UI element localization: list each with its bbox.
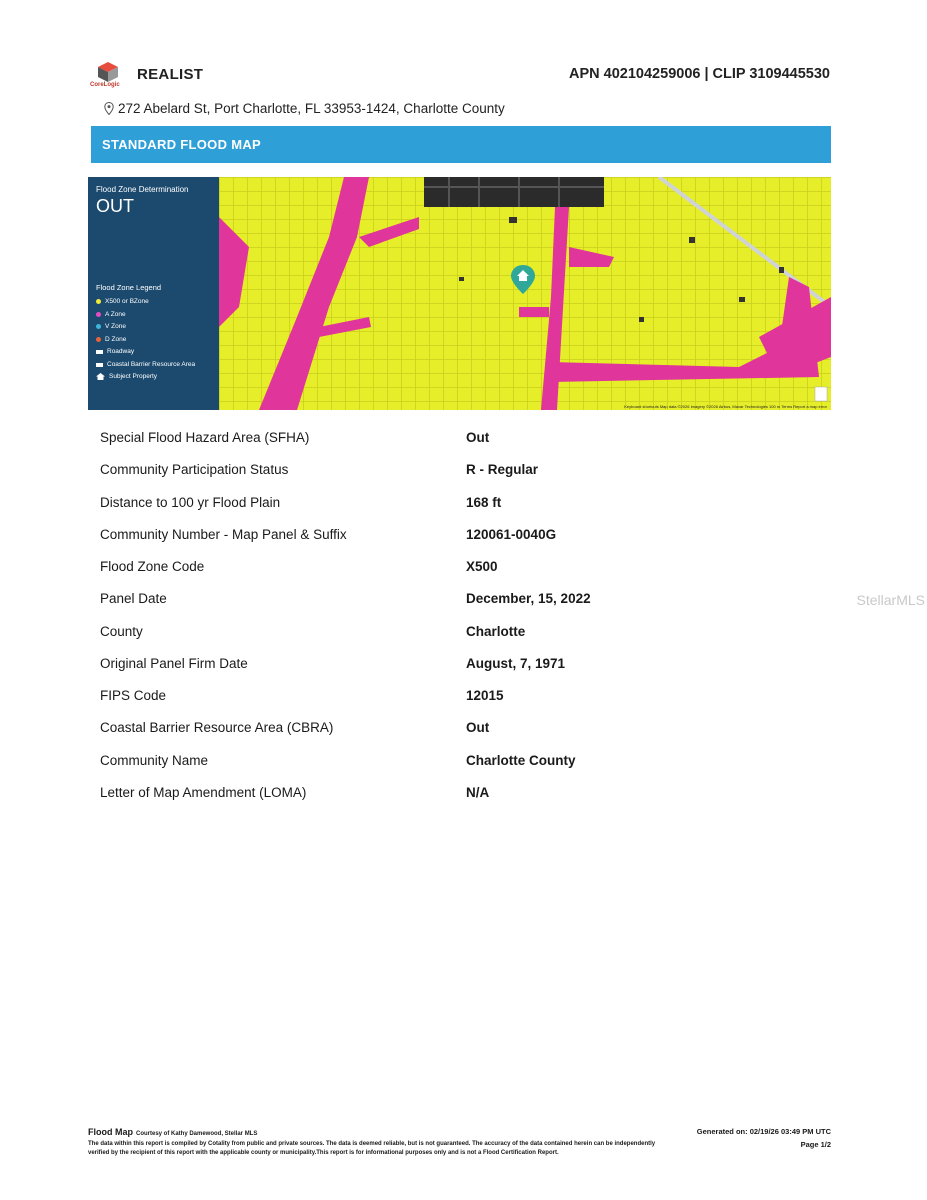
page-number: Page 1/2 xyxy=(800,1140,831,1149)
detail-row xyxy=(100,462,820,482)
orange-dot-icon xyxy=(96,337,101,342)
section-title: STANDARD FLOOD MAP xyxy=(102,137,261,152)
detail-value: Out xyxy=(466,720,490,736)
detail-label: County xyxy=(100,623,143,639)
pink-dot-icon xyxy=(96,312,101,317)
detail-value: R - Regular xyxy=(466,462,539,478)
map-attribution: Keyboard shortcuts Map data ©2026 Imagery ©2026 Airbus, Maxar Technologies 100 m Terms Report a map error xyxy=(624,404,827,409)
detail-value: Charlotte County xyxy=(466,752,576,768)
legend-label: V Zone xyxy=(105,323,126,330)
detail-row xyxy=(100,688,820,708)
detail-label: Special Flood Hazard Area (SFHA) xyxy=(100,430,310,445)
detail-value: N/A xyxy=(466,784,490,800)
roadway-swatch-icon xyxy=(96,350,103,354)
legend-item-subject xyxy=(96,373,157,380)
footer-title-text: Flood Map xyxy=(88,1127,133,1137)
brand-name: REALIST xyxy=(137,66,204,83)
footer-disclaimer: The data within this report is compiled by Cotality from public and private sources. The data is deemed reliable, but is not guaranteed. The accuracy of the data contained herein can be independently verified by the recipient of this report with the applicable county or municipality.This report is for informational purposes only and is not a Flood Certification Report. xyxy=(88,1141,656,1156)
apn-clip: APN 402104259006 | CLIP 3109445530 xyxy=(569,66,830,82)
detail-row xyxy=(100,559,820,579)
detail-value: December, 15, 2022 xyxy=(466,591,591,607)
footer-title xyxy=(88,1127,257,1137)
footer-courtesy: Courtesy of Kathy Damewood, Stellar MLS xyxy=(136,1131,258,1137)
detail-label: Letter of Map Amendment (LOMA) xyxy=(100,784,307,800)
detail-label: Original Panel Firm Date xyxy=(100,655,248,671)
detail-value: August, 7, 1971 xyxy=(466,655,566,671)
yellow-dot-icon xyxy=(96,299,101,304)
address-text: 272 Abelard St, Port Charlotte, FL 33953-1424, Charlotte County xyxy=(118,101,505,116)
section-header-bar xyxy=(91,126,831,163)
detail-row xyxy=(100,785,820,805)
legend-label: Coastal Barrier Resource Area xyxy=(107,361,196,368)
legend-title: Flood Zone Legend xyxy=(96,283,162,292)
legend-label: A Zone xyxy=(105,311,126,318)
flood-legend-panel xyxy=(88,177,219,410)
detail-value: Charlotte xyxy=(466,623,526,639)
detail-label: Community Participation Status xyxy=(100,462,289,478)
legend-label: Subject Property xyxy=(109,373,158,380)
detail-label: FIPS Code xyxy=(100,688,167,703)
detail-row xyxy=(100,656,820,676)
blue-dot-icon xyxy=(96,324,101,329)
legend-label: Roadway xyxy=(107,348,135,355)
determination-label: Flood Zone Determination xyxy=(96,185,189,194)
detail-row xyxy=(100,720,820,740)
legend-item-roadway xyxy=(96,348,134,355)
detail-label: Panel Date xyxy=(100,591,167,607)
detail-value: X500 xyxy=(466,559,498,574)
logo-text: CoreLogic xyxy=(90,82,120,88)
detail-row xyxy=(100,753,820,773)
detail-value: 12015 xyxy=(466,688,504,703)
legend-label: X500 or BZone xyxy=(105,298,149,305)
property-address xyxy=(104,101,505,116)
generated-on: Generated on: 02/19/26 03:49 PM UTC xyxy=(696,1127,831,1136)
determination-value: OUT xyxy=(96,196,134,216)
detail-row xyxy=(100,527,820,547)
location-pin-icon xyxy=(104,102,114,115)
flood-map xyxy=(88,177,831,410)
detail-label: Flood Zone Code xyxy=(100,559,205,574)
detail-value: 120061-0040G xyxy=(466,526,557,542)
detail-row xyxy=(100,430,820,450)
legend-item-v-zone xyxy=(96,323,126,330)
detail-row xyxy=(100,624,820,644)
legend-item-x500 xyxy=(96,298,149,305)
legend-item-d-zone xyxy=(96,336,126,343)
detail-label: Coastal Barrier Resource Area (CBRA) xyxy=(100,720,334,736)
detail-row xyxy=(100,495,820,515)
flood-map-image xyxy=(219,177,831,410)
detail-row xyxy=(100,591,820,611)
detail-label: Distance to 100 yr Flood Plain xyxy=(100,494,281,510)
watermark: StellarMLS xyxy=(856,592,925,608)
detail-value: Out xyxy=(466,430,490,445)
legend-item-cbra xyxy=(96,361,195,368)
detail-value: 168 ft xyxy=(466,494,502,510)
legend-item-a-zone xyxy=(96,311,126,318)
house-icon xyxy=(96,373,105,380)
detail-label: Community Name xyxy=(100,752,209,768)
cbra-swatch-icon xyxy=(96,363,103,367)
detail-label: Community Number - Map Panel & Suffix xyxy=(100,526,347,542)
legend-label: D Zone xyxy=(105,336,127,343)
